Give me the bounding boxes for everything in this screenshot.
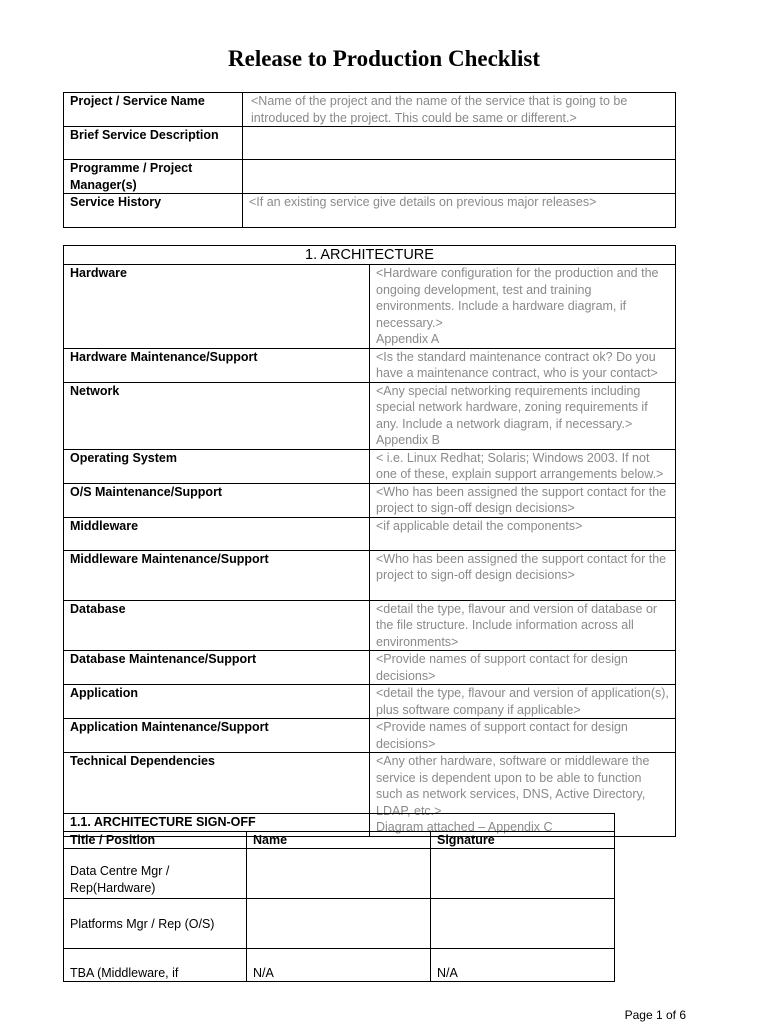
- architecture-signoff-table: [63, 813, 615, 982]
- row-text: <Hardware configuration for the production and the ongoing development, test and training environments. Include a hardware diagram, if necessary.>: [376, 266, 659, 330]
- row-value[interactable]: <Provide names of support contact for design decisions>: [370, 651, 676, 685]
- row-label: Project / Service Name: [64, 93, 243, 127]
- section-heading: 1. ARCHITECTURE: [64, 246, 676, 265]
- architecture-table: [63, 245, 676, 837]
- row-value[interactable]: < i.e. Linux Redhat; Solaris; Windows 2003. If not one of these, explain support arrangements below.>: [370, 449, 676, 483]
- table-row: [64, 600, 676, 651]
- row-text: <Any special networking requirements including special network hardware, zoning requirements if any. Include a network diagram, if necessary.>: [376, 383, 648, 431]
- row-label: Hardware: [64, 265, 370, 349]
- table-row: [64, 550, 676, 600]
- signoff-name-field[interactable]: N/A: [247, 949, 431, 982]
- signoff-title: Platforms Mgr / Rep (O/S): [64, 899, 247, 949]
- column-header: Title / Position: [64, 831, 247, 849]
- row-value[interactable]: <if applicable detail the components>: [370, 517, 676, 550]
- row-value[interactable]: [243, 160, 676, 194]
- row-label: Hardware Maintenance/Support: [64, 348, 370, 382]
- row-note: Appendix B: [376, 433, 440, 447]
- row-label: O/S Maintenance/Support: [64, 483, 370, 517]
- row-label: Application Maintenance/Support: [64, 719, 370, 753]
- row-value[interactable]: <Who has been assigned the support contact for the project to sign-off design decisions>: [370, 483, 676, 517]
- signoff-title: Data Centre Mgr / Rep(Hardware): [64, 849, 247, 899]
- table-row: [64, 194, 676, 228]
- table-row: [64, 449, 676, 483]
- table-row: [64, 93, 676, 127]
- page-title: Release to Production Checklist: [228, 46, 540, 71]
- row-label: Middleware: [64, 517, 370, 550]
- table-row: [64, 899, 615, 949]
- row-value[interactable]: <detail the type, flavour and version of application(s), plus software company if applicable>: [370, 685, 676, 719]
- row-label: Operating System: [64, 449, 370, 483]
- table-row: [64, 685, 676, 719]
- row-value[interactable]: <Is the standard maintenance contract ok? Do you have a maintenance contract, who is your contact>: [370, 348, 676, 382]
- table-row: [64, 849, 615, 899]
- table-row: [64, 651, 676, 685]
- section-heading: 1.1. ARCHITECTURE SIGN-OFF: [64, 814, 615, 832]
- signoff-signature-field[interactable]: [431, 899, 615, 949]
- row-label: Database Maintenance/Support: [64, 651, 370, 685]
- signoff-name-field[interactable]: [247, 849, 431, 899]
- table-row: [64, 719, 676, 753]
- row-note: Appendix A: [376, 332, 440, 346]
- signoff-signature-field[interactable]: [431, 849, 615, 899]
- row-value[interactable]: <Name of the project and the name of the service that is going to be introduced by the project. This could be same or different.>: [243, 93, 676, 127]
- row-value[interactable]: <Who has been assigned the support contact for the project to sign-off design decisions>: [370, 550, 676, 600]
- table-row: [64, 265, 676, 349]
- row-label: Application: [64, 685, 370, 719]
- row-note: Diagram attached – Appendix C: [376, 820, 553, 834]
- row-value[interactable]: <detail the type, flavour and version of database or the file structure. Include information across all environments>: [370, 600, 676, 651]
- row-text: <Any other hardware, software or middleware the service is dependent upon to be able to function such as network services, DNS, Active Directory, LDAP, etc.>: [376, 754, 650, 818]
- row-label: Database: [64, 600, 370, 651]
- table-row: [64, 517, 676, 550]
- column-header: Signature: [431, 831, 615, 849]
- row-value[interactable]: [243, 127, 676, 160]
- row-value[interactable]: [370, 382, 676, 449]
- table-row: [64, 949, 615, 982]
- table-row: [64, 160, 676, 194]
- row-value[interactable]: [370, 265, 676, 349]
- row-value[interactable]: <Provide names of support contact for design decisions>: [370, 719, 676, 753]
- row-label: Brief Service Description: [64, 127, 243, 160]
- signoff-signature-field[interactable]: N/A: [431, 949, 615, 982]
- column-header: Name: [247, 831, 431, 849]
- table-row: [64, 348, 676, 382]
- row-label: Network: [64, 382, 370, 449]
- table-row: [64, 483, 676, 517]
- page-number: Page 1 of 6: [624, 1008, 686, 1022]
- project-info-table: [63, 92, 676, 228]
- row-label: Middleware Maintenance/Support: [64, 550, 370, 600]
- row-label: Programme / Project Manager(s): [64, 160, 243, 194]
- table-header-row: [64, 831, 615, 849]
- row-label: Technical Dependencies: [64, 753, 370, 837]
- signoff-name-field[interactable]: [247, 899, 431, 949]
- table-row: [64, 127, 676, 160]
- row-value[interactable]: <If an existing service give details on previous major releases>: [243, 194, 676, 228]
- row-label: Service History: [64, 194, 243, 228]
- table-row: [64, 382, 676, 449]
- signoff-title: TBA (Middleware, if: [64, 949, 247, 982]
